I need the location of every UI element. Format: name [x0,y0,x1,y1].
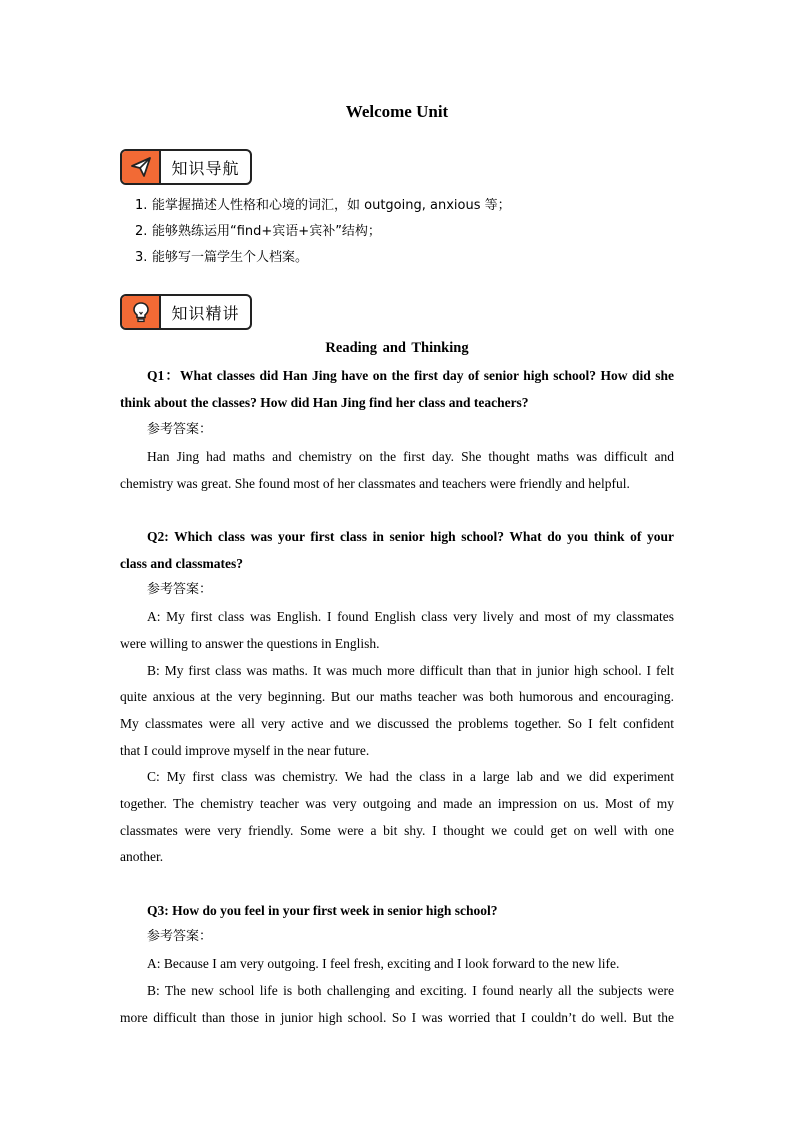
answer-text: B: My first class was maths. It was much more difficult than that in junior high school. I felt [147,663,674,678]
answer-text: together. The chemistry teacher was very outgoing and made an impression on us. Most of my [120,796,674,811]
answer-text: B: The new school life is both challenging and exciting. I found nearly all the subjects were [147,983,674,998]
section-subtitle: Reading and Thinking [325,340,469,356]
answer-text: classmates were very friendly. Some were a bit shy. I thought we could get on well with one [120,823,674,838]
answer-text: Han Jing had maths and chemistry on the first day. She thought maths was difficult and [147,449,674,464]
list-item: 1. 能掌握描述人性格和心境的词汇，如 outgoing, anxious 等； [135,198,511,213]
answer-text: quite anxious at the very beginning. But our maths teacher was both humorous and encouraging. [120,689,674,704]
question-text: Q1：What classes did Han Jing have on the first day of senior high school? How did she [147,368,674,383]
page-title: Welcome Unit [345,102,449,121]
lightbulb-icon [122,296,161,328]
answer-text: more difficult than those in junior high school. So I was worried that I couldn’t do well. But the [120,1010,674,1025]
section-label: 知识导航 [171,158,240,178]
section-label: 知识精讲 [171,303,240,323]
question-text: Q2: Which class was your first class in senior high school? What do you think of your [147,529,674,544]
answer-text: A: Because I am very outgoing. I feel fresh, exciting and I look forward to the new life. [147,956,620,971]
answer-text: chemistry was great. She found most of her classmates and teachers were friendly and helpful. [120,476,630,491]
list-item: 3. 能够写一篇学生个人档案。 [135,250,309,265]
section-badge-explanation [120,294,252,330]
paper-plane-icon [122,151,161,183]
answer-text: were willing to answer the questions in English. [120,636,380,651]
answer-text: A: My first class was English. I found English class very lively and most of my classmates [147,609,674,624]
answer-text: that I could improve myself in the near future. [120,743,370,758]
answer-text: My classmates were all very active and we discussed the problems together. So I felt confident [120,716,674,731]
learning-goals-list [135,196,511,274]
section-badge-navigation [120,149,252,185]
answer-text: C: My first class was chemistry. We had the class in a large lab and we did experiment [147,769,674,784]
answer-text: another. [120,849,164,864]
answer-label: 参考答案： [147,582,213,597]
list-item: 2. 能够熟练运用“find+宾语+宾补”结构； [135,224,381,239]
answer-label: 参考答案： [147,422,213,437]
question-text: Q3: How do you feel in your first week in senior high school? [147,903,498,918]
question-text: class and classmates? [120,556,244,571]
question-text: think about the classes? How did Han Jing find her class and teachers? [120,395,529,410]
answer-label: 参考答案： [147,929,213,944]
